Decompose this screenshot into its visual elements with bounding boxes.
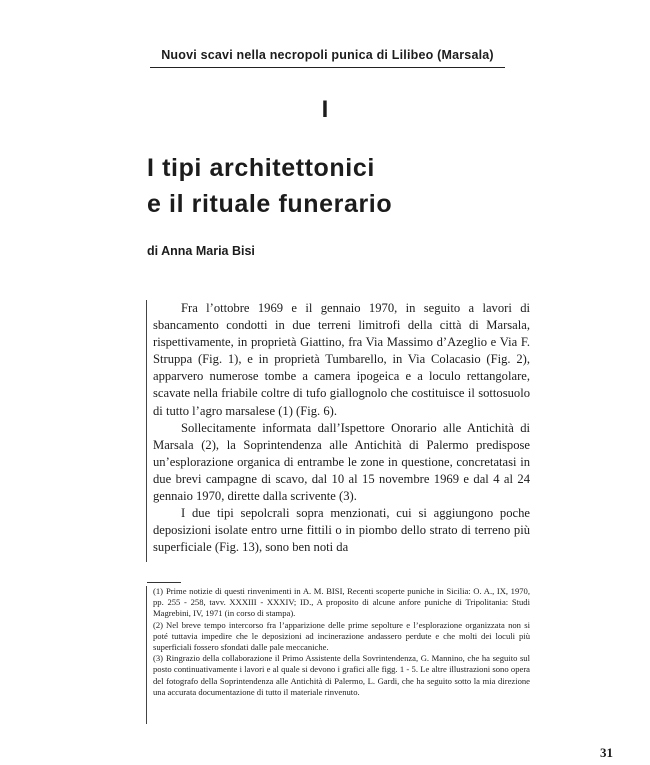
footnote-1-text: Prime notizie di questi rinvenimenti in A. M. BISI, Recenti scoperte puniche in Sicilia: O. A., IX, 1970, pp. 255 - 258, tavv. XXXIII - XXXIV; ID., A proposito di alcune anfore puniche di Tripolitania: Studi Magrebini, IV, 1971 (in corso di stampa). bbox=[153, 586, 530, 619]
footnote-2-text: Nel breve tempo intercorso fra l’apparizione delle prime sepolture e l’esplorazione organizzata non si poté tuttavia impedire che le deposizioni ad incinerazione andassero perdute e che molti dei loculi più superficiali fossero sfondati dalle pale meccaniche. bbox=[153, 619, 530, 653]
page-number: 31 bbox=[600, 745, 613, 760]
part-number: I bbox=[321, 96, 329, 123]
footnote-2 bbox=[153, 620, 530, 654]
footnote-1-number: (1) bbox=[153, 586, 164, 596]
footnote-1 bbox=[153, 586, 530, 620]
title-line-2: e il rituale funerario bbox=[147, 190, 393, 218]
body-paragraph-1: Fra l’ottobre 1969 e il gennaio 1970, in seguito a lavori di sbancamento condotti in due terreni limitrofi della città di Marsala, rispettivamente, in proprietà Giattino, fra Via Massimo d’Azeglio e Via F. Struppa (Fig. 1), e in proprietà Tumbarello, in Via Colacasio (Fig. 2), apparvero numerose tombe a camera ipogeica e a loculo rettangolare, scavate nella friabile coltre di tufo giallognolo che costituisce il sottosuolo di tutto l’agro marsalese (1) (Fig. 6). bbox=[153, 301, 530, 418]
body-paragraph-2: Sollecitamente informata dall’Ispettore Onorario alle Antichità di Marsala (2), la Soprintendenza alle Antichità di Palermo predispose un’esplorazione organica di entrambe le zone in questione, concretatasi in due brevi campagne di scavo, dal 10 al 15 novembre 1969 e dal 4 al 24 gennaio 1970, dirette dalla scrivente (3). bbox=[153, 420, 530, 504]
footnote-3-number: (3) bbox=[153, 653, 164, 664]
title-line-1: I tipi architettonici bbox=[147, 154, 375, 182]
article-title bbox=[147, 150, 392, 222]
footnote-3-text: Ringrazio della collaborazione il Primo Assistente della Sovrintendenza, G. Mannino, che ha seguito sul posto continuativamente i lavori e al quale si devono i grafici alle figg. 1 - 5. Le altre illustrazioni sono opera del fotografo della Soprintendenza alle Antichità di Palermo, L. Gardi, che ha seguito sotto la mia direzione una accurata documentazione di tutto il materiale rinvenuto. bbox=[153, 653, 530, 697]
running-title: Nuovi scavi nella necropoli punica di Lilibeo (Marsala) bbox=[161, 48, 494, 62]
footnotes bbox=[146, 586, 530, 724]
footnote-2-number: (2) bbox=[153, 619, 164, 630]
running-title-rule bbox=[150, 67, 505, 68]
footnote-3 bbox=[153, 653, 530, 698]
body-text bbox=[146, 300, 530, 562]
body-paragraph-3: I due tipi sepolcrali sopra menzionati, cui si aggiungono poche deposizioni isolate entro urne fittili o in piombo dello strato di terreno più superficiale (Fig. 13), sono ben noti da bbox=[153, 506, 530, 555]
author-byline: di Anna Maria Bisi bbox=[147, 244, 255, 258]
footnote-separator bbox=[147, 582, 181, 583]
